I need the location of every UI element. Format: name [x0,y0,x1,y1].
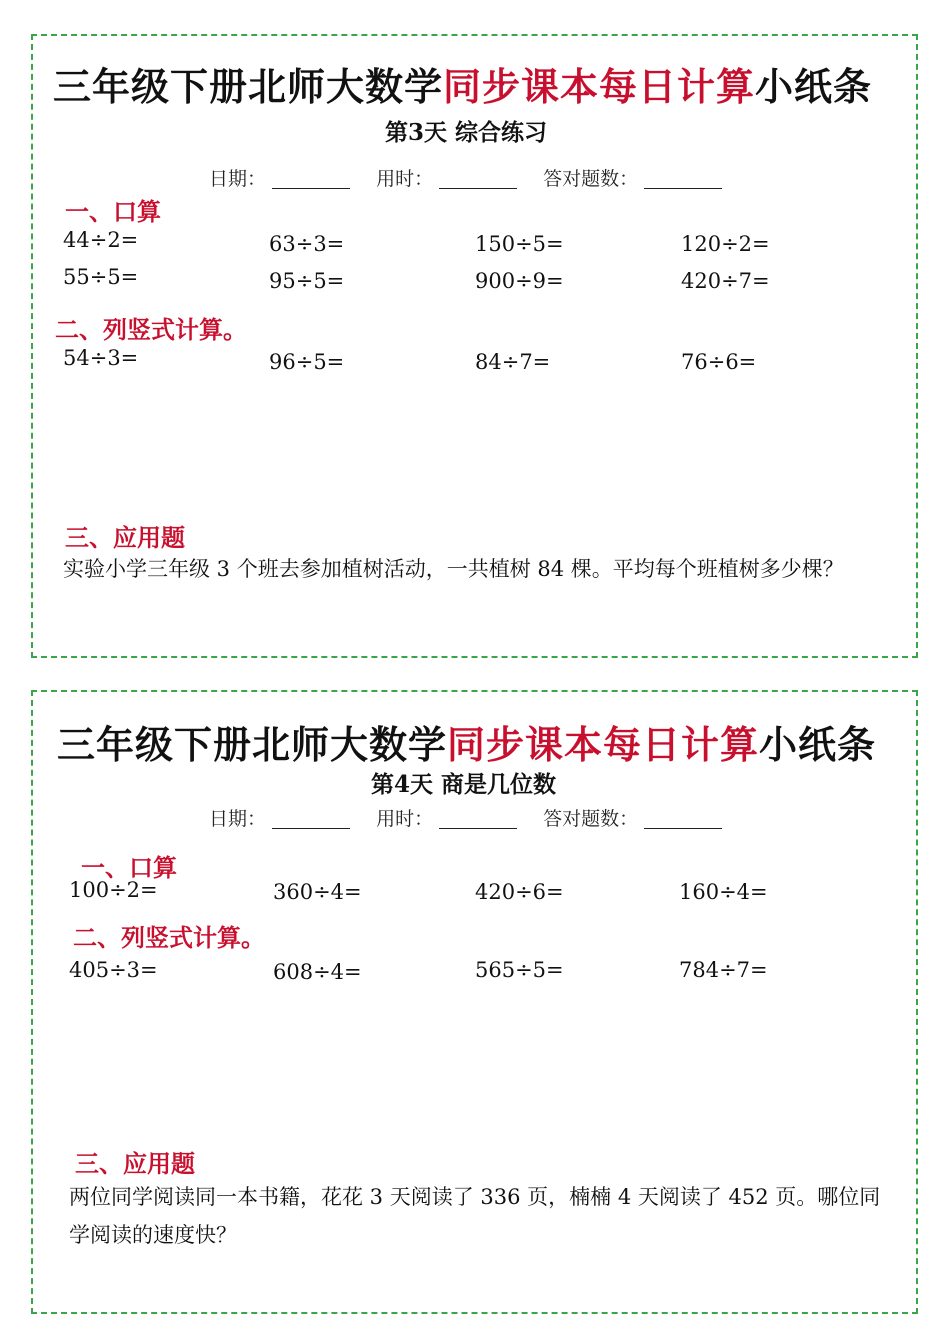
title-highlight: 同步课本每日计算 [447,723,760,767]
worksheet-card-day3 [31,34,918,658]
oral-problem: 900÷9= [475,269,564,293]
date-label: 日期： [209,168,267,190]
date-blank[interactable] [272,170,350,189]
section-oral: 一、口算 [81,853,177,882]
time-label: 用时： [376,808,434,830]
title-highlight: 同步课本每日计算 [443,65,756,109]
oral-problem: 150÷5= [475,232,564,256]
correct-blank[interactable] [644,170,722,189]
correct-label: 答对题数： [543,808,639,830]
vertical-problem: 76÷6= [681,350,757,374]
day-subtitle: 第4天 商是几位数 [371,771,557,798]
time-blank[interactable] [439,810,517,829]
vertical-problem: 784÷7= [679,958,768,982]
section-vertical: 二、列竖式计算。 [55,315,247,344]
vertical-problem: 96÷5= [269,350,345,374]
vertical-problem: 54÷3= [63,346,139,370]
oral-problem: 360÷4= [273,880,362,904]
correct-blank[interactable] [644,810,722,829]
word-problem-text: 两位同学阅读同一本书籍，花花 3 天阅读了 336 页，楠楠 4 天阅读了 452 页。哪位同学阅读的速度快？ [69,1185,881,1247]
title-part: 三年级下册北师大数学 [57,723,448,767]
oral-problem: 100÷2= [69,878,158,902]
time-blank[interactable] [439,170,517,189]
info-line [209,164,742,191]
section-word-problem: 三、应用题 [65,523,185,552]
title-part: 小纸条 [759,723,877,767]
title-part: 小纸条 [755,65,873,109]
vertical-problem: 84÷7= [475,350,551,374]
vertical-problem: 608÷4= [273,960,362,984]
date-label: 日期： [209,808,267,830]
correct-label: 答对题数： [543,168,639,190]
title-part: 三年级下册北师大数学 [53,65,444,109]
worksheet-card-day4 [31,690,918,1314]
info-line [209,804,742,831]
section-oral: 一、口算 [65,197,161,226]
oral-problem: 44÷2= [63,228,139,252]
oral-problem: 95÷5= [269,269,345,293]
oral-problem: 120÷2= [681,232,770,256]
vertical-problem: 405÷3= [69,958,158,982]
time-label: 用时： [376,168,434,190]
oral-problem: 55÷5= [63,265,139,289]
vertical-problem: 565÷5= [475,958,564,982]
section-vertical: 二、列竖式计算。 [73,923,265,952]
oral-problem: 160÷4= [679,880,768,904]
worksheet-title [53,56,872,111]
day-subtitle: 第3天 综合练习 [385,119,548,146]
section-word-problem: 三、应用题 [75,1149,195,1178]
date-blank[interactable] [272,810,350,829]
oral-problem: 420÷6= [475,880,564,904]
word-problem-text: 实验小学三年级 3 个班去参加植树活动，一共植树 84 棵。平均每个班植树多少棵？ [63,557,844,581]
worksheet-title [57,714,876,769]
oral-problem: 63÷3= [269,232,345,256]
oral-problem: 420÷7= [681,269,770,293]
